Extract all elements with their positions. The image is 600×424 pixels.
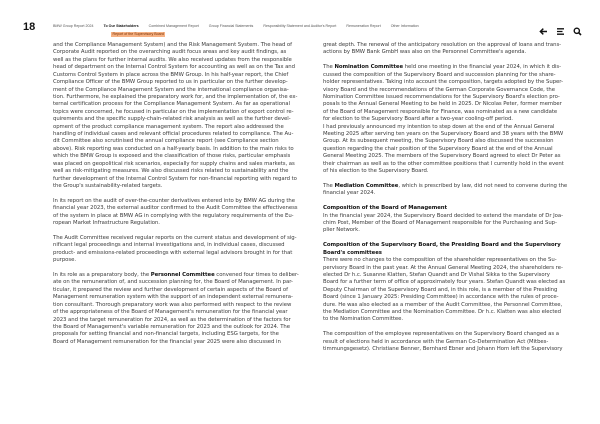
text-line: ment of the Compliance Management System and the international compliance organisa- xyxy=(53,86,289,93)
right-column xyxy=(323,42,573,361)
text-line: head of department on the Internal Control System for accounting as well as on the Tax and xyxy=(53,64,295,71)
section-heading-line: Composition of the Supervisory Board, the Presiding Board and the Supervisory xyxy=(323,242,561,249)
text-line: Board of Management remuneration for the financial year 2025 were also discussed in xyxy=(53,338,281,345)
text-line: quirements and the specific supply-chain-related risk analysis as well as the further devel- xyxy=(53,116,291,123)
otc-derivatives-paragraph xyxy=(53,198,300,228)
text-line: topics were concerned, he focused in particular on the implementation of export control re- xyxy=(53,108,294,115)
nav-bmw-group-report[interactable]: BMW Group Report 2024 xyxy=(53,24,94,28)
text-line: ropean Market Infrastructure Regulation. xyxy=(53,220,160,227)
text-line: cussed the composition of the Supervisory Board and succession planning for the share- xyxy=(323,71,556,78)
text-line: In its report on the audit of over-the-counter derivatives entered into by BMW AG during the xyxy=(53,197,295,204)
nomination-committee-paragraph: The Nomination Committee held one meeting in the financial year 2024, in which it dis- cussed the composition of the Supervisory Board and succession planning for the share- holder representatives. Taking into account the composition, targets adopted by the Super- visory Board and the recommendations of the German Corporate Governance Code, the Nomination Committee issued recommendations for the Supervisory Board's election pro- posals to the Annual General Meeting to be held in 2025. Dr Nicolas Peter, former member of the Board of Management responsible for Finance, was nominated as a new candidate for election to the Supervisory Board after a two-year cooling-off period. I had previously announced my intention to step down at the end of the Annual General Meeting 2025 after serving ten years on the Supervisory Board and 38 years with the BMW Group. At its subsequent meeting, the Supervisory Board also discussed the succession question regarding the chair position of the Supervisory Board at the end of the Annual General Meeting 2025. The members of the Supervisory Board agreed to elect Dr Peter as their chairman as well as to the other committee positions that I currently hold in the event of his election to the Supervisory Board. xyxy=(323,64,573,175)
nav-remuneration-report[interactable]: Remuneration Report xyxy=(346,24,381,28)
text-line: further development of the Internal Control System for non-financial reporting with regard to xyxy=(53,175,297,182)
text-line: of the appropriateness of the Board of Management's remuneration for the financial year xyxy=(53,309,288,316)
text-line: Group. At its subsequent meeting, the Supervisory Board also discussed the succession xyxy=(323,138,554,145)
text-line: visory Board and the recommendations of the German Corporate Governance Code, the xyxy=(323,86,555,93)
section-heading-line: Board's committees xyxy=(323,249,382,256)
text-line: proposals for setting financial and non-financial targets, including ESG targets, for the xyxy=(53,331,279,338)
text-line: question regarding the chair position of the Supervisory Board at the end of the Annual xyxy=(323,145,553,152)
text-line: The composition of the employee representatives on the Supervisory Board changed as a xyxy=(323,331,559,338)
text-line: their chairman as well as to the other committee positions that I currently hold in the event xyxy=(323,160,564,167)
subnav-report-of-supervisory-board[interactable]: Report of the Supervisory Board xyxy=(112,32,164,36)
mediation-committee-paragraph: The Mediation Committee, which is prescribed by law, did not need to convene during the financial year 2024. xyxy=(323,183,573,198)
personnel-committee-continued xyxy=(323,42,573,57)
text-line: financial year 2024. xyxy=(323,190,376,197)
text-line: well as the plans for further internal audits. We also received updates from the responsible xyxy=(53,56,292,63)
section-heading-board-of-management: Composition of the Board of Management xyxy=(323,205,448,212)
text-line: ticular, it prepared the review and further development of certain aspects of the Board of xyxy=(53,286,288,293)
text-line: General Meeting 2025. The members of the Supervisory Board agreed to elect Dr Peter as xyxy=(323,153,561,160)
text-line: actions by BMW Bank GmbH was also on the Personnel Committee's agenda. xyxy=(323,49,527,56)
nav-to-our-stakeholders[interactable]: To Our Stakeholders xyxy=(103,24,139,28)
nav-other-information[interactable]: Other Information xyxy=(390,24,419,28)
contents-menu-icon[interactable] xyxy=(556,21,565,30)
text-line: financial year 2023, the external auditor confirmed to the Audit Committee the effectiveness xyxy=(53,205,298,212)
text-line: handling of individual cases and relevant official procedures related to compliance. The Au- xyxy=(53,131,294,138)
text-line: purpose. xyxy=(53,257,77,264)
text-line: the Group's sustainability-related targets. xyxy=(53,183,163,190)
mediation-committee-term: Mediation Committee xyxy=(334,182,399,189)
text-line: which the BMW Group is exposed and the classification of those risks, particular emphasis xyxy=(53,153,291,160)
nav-combined-management-report[interactable]: Combined Management Report xyxy=(148,24,199,28)
text-line: dure. He was also elected as a member of the Audit Committee, the Personnel Committee, xyxy=(323,301,563,308)
text-line: Deputy Chairman of the Supervisory Board and, in this role, is a member of the Presiding xyxy=(323,286,558,293)
text-line: In the financial year 2024, the Supervisory Board decided to extend the mandate of Dr Joa- xyxy=(323,212,563,219)
text-line: The Audit Committee received regular reports on the current status and development of sig- xyxy=(53,234,297,241)
nav-responsibility-statement[interactable]: Responsibility Statement and Auditor's Report xyxy=(263,24,337,28)
text-line: ternal certification process for the Compliance Management System. As far as operational xyxy=(53,101,290,108)
text-line: Compliance Officer of the BMW Group reported to us in particular on the further develop- xyxy=(53,79,288,86)
text-line: tion consultant. Thorough preparatory work was also performed with respect to the review xyxy=(53,301,292,308)
personnel-committee-term: Personnel Committee xyxy=(150,271,215,278)
text-line: elected Dr h.c. Susanne Klatten, Stefan Quandt and Dr Vishal Sikka to the Supervisory xyxy=(323,271,550,278)
text-line: product- and emissions-related proceedings with external legal advisors brought in for that xyxy=(53,249,293,256)
text-line: holder representatives. Taking into account the composition, targets adopted by the Super- xyxy=(323,79,563,86)
text-line: above). Risk reporting was conducted on a half-yearly basis. In addition to the main risks to xyxy=(53,145,294,152)
text-line: opment of the product compliance management system. The report also addressed the xyxy=(53,123,284,130)
text-line: was placed on geopolitical risk scenarios, especially for supply chains and sales markets, as xyxy=(53,160,295,167)
page-number: 18 xyxy=(23,21,36,33)
text-line: and the Compliance Management System) and the Risk Management System. The head of xyxy=(53,42,292,48)
text-line: to the Nomination Committee. xyxy=(323,316,404,323)
text-line: Meeting 2025 after serving ten years on the Supervisory Board and 38 years with the BMW xyxy=(323,131,564,138)
text-line: 2023 and the target remuneration for 2024, as well as the determination of the factors for xyxy=(53,316,291,323)
top-navigation xyxy=(53,24,429,28)
text-line: Board for a further term of office of approximately four years. Stefan Quandt was elected as xyxy=(323,279,566,286)
text-line: Board (since 1 January 2025: Presiding Committee) in accordance with the rules of proce- xyxy=(323,294,559,301)
text-line: result of elections held in accordance with the German Co-Determination Act (Mitbes- xyxy=(323,338,549,345)
text-line: Management remuneration system with the support of an independent external remunera- xyxy=(53,294,293,301)
employee-representatives-paragraph xyxy=(323,331,573,353)
nomination-committee-term: Nomination Committee xyxy=(334,64,404,71)
nav-group-financial-statements[interactable]: Group Financial Statements xyxy=(208,24,254,28)
text-line: of the Board of Management responsible for Finance, was nominated as a new candidate xyxy=(323,108,558,115)
text-line: great depth. The renewal of the anticipatory resolution on the approval of loans and trans- xyxy=(323,42,562,48)
text-line: of his election to the Supervisory Board. xyxy=(323,168,429,175)
text-line: pervisory Board in the past year. At the Annual General Meeting 2024, the shareholders re- xyxy=(323,264,563,271)
text-line: Nomination Committee issued recommendations for the Supervisory Board's election pro- xyxy=(323,93,560,100)
text-line: Customs Control System in place across the BMW Group. In his half-year report, the Chief xyxy=(53,71,289,78)
text-line: the Mediation Committee and the Nomination Committee. Dr h.c. Klatten was also elected xyxy=(323,309,562,316)
text-line: for election to the Supervisory Board after a two-year cooling-off period. xyxy=(323,116,513,123)
text-line: tion. Furthermore, he explained the preparatory work for, and the implementation of, the ex- xyxy=(53,93,298,100)
back-arrow-icon[interactable] xyxy=(539,21,548,30)
legal-proceedings-paragraph xyxy=(53,235,300,265)
text-line: well as risk-mitigating measures. We also discussed risks related to sustainability and the xyxy=(53,168,289,175)
text-line: the Board of Management's variable remuneration for 2023 and the outlook for 2024. The xyxy=(53,323,290,330)
header-tools xyxy=(539,21,582,30)
text-line: dit Committee also scrutinised the annual compliance report (see Compliance section xyxy=(53,138,279,145)
supervisory-board-composition-section xyxy=(323,242,573,324)
text-line: nificant legal proceedings and internal investigations and, in individual cases, discussed xyxy=(53,242,285,249)
text-line: posals to the Annual General Meeting to be held in 2025. Dr Nicolas Peter, former member xyxy=(323,101,562,108)
personnel-committee-paragraph: In its role as a preparatory body, the Personnel Committee convened four times to deliber- ate on the remuneration of, and succession planning for, the Board of Management. In par- ticular, it prepared the review and further development of certain aspects of the Board of Management remuneration system with the support of an independent external remunera- tion consultant. Thorough preparatory work was also performed with respect to the review of the appropriateness of the Board of Management's remuneration for the financial year 2023 and the target remuneration for 2024, as well as the determination of the factors for the Board of Management's variable remuneration for 2023 and the outlook for 2024. The proposals for setting financial and non-financial targets, including ESG targets, for the Board of Management remuneration for the financial year 2025 were also discussed in xyxy=(53,271,299,345)
text-line: of the system in place at BMW AG in complying with the regulatory requirements of the Eu- xyxy=(53,212,294,219)
text-line: plier Network. xyxy=(323,227,360,234)
left-column xyxy=(53,42,300,354)
page-header xyxy=(0,0,600,40)
text-line: ate on the remuneration of, and succession planning for, the Board of Management. In par- xyxy=(53,279,293,286)
text-line: Corporate Audit reported on the overarching audit focus areas and key audit findings, as xyxy=(53,49,287,56)
text-line: I had previously announced my intention to step down at the end of the Annual General xyxy=(323,123,555,130)
audit-committee-compliance-paragraph xyxy=(53,42,300,190)
text-line: timmungsgesetz). Christiane Benner, Bernhard Ebner and Johann Horn left the Supervisory xyxy=(323,346,563,353)
search-icon[interactable] xyxy=(573,21,582,30)
text-line: There were no changes to the composition of the shareholder representatives on the Su- xyxy=(323,257,557,264)
text-line: chim Post, Member of the Board of Management responsible for the Purchasing and Sup- xyxy=(323,220,557,227)
